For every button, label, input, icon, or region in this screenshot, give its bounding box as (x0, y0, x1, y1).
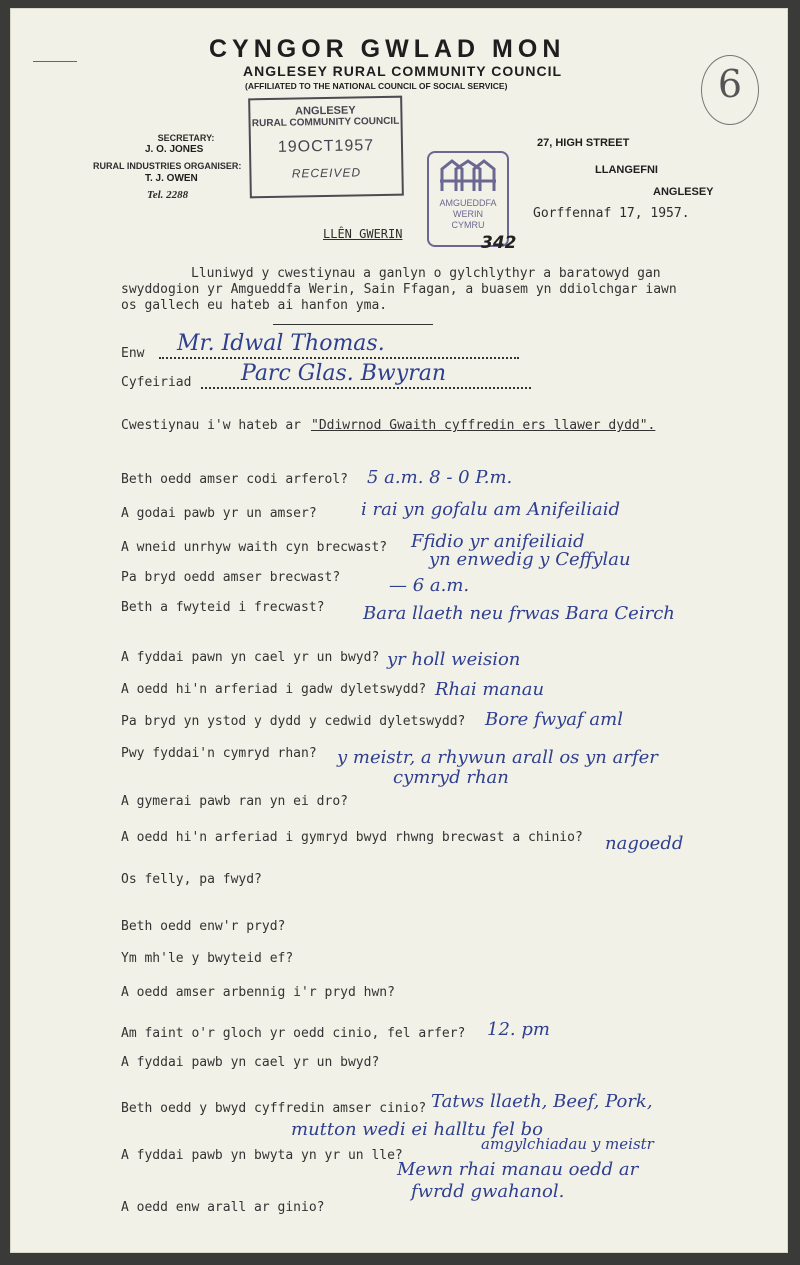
name-dotted-line (159, 357, 519, 359)
answer-18a: Tatws llaeth, Beef, Pork, (431, 1091, 653, 1112)
name-value: Mr. Idwal Thomas. (177, 331, 385, 356)
answer-8: Bore fwyaf aml (485, 709, 623, 730)
answer-1: 5 a.m. 8 - 0 P.m. (367, 467, 513, 488)
answer-19b: fwrdd gwahanol. (411, 1181, 565, 1202)
document-heading: LLÊN GWERIN (323, 227, 403, 241)
page-number-circle (701, 55, 759, 125)
answer-18b: mutton wedi ei halltu fel bo (291, 1119, 544, 1140)
question-10: A gymerai pawb ran yn ei dro? (121, 794, 348, 809)
received-stamp-date: 19OCT1957 (277, 137, 375, 156)
question-3: A wneid unrhyw waith cyn brecwast? (121, 540, 388, 555)
received-stamp (248, 96, 404, 199)
telephone: Tel. 2288 (147, 189, 189, 201)
question-11: A oedd hi'n arferiad i gymryd bwyd rhwng brecwast a chinio? (121, 830, 583, 845)
answer-4: — 6 a.m. (389, 575, 470, 596)
document-page (10, 8, 788, 1253)
question-14: Ym mh'le y bwyteid ef? (121, 951, 294, 966)
question-1: Beth oedd amser codi arferol? (121, 472, 348, 487)
answer-18c: amgylchiadau y meistr (481, 1135, 654, 1153)
question-2: A godai pawb yr un amser? (121, 506, 317, 521)
question-17: A fyddai pawb yn cael yr un bwyd? (121, 1055, 380, 1070)
answer-11: nagoedd (605, 833, 684, 854)
received-stamp-line2: RURAL COMMUNITY COUNCIL (251, 115, 400, 130)
question-18: Beth oedd y bwyd cyffredin amser cinio? (121, 1101, 427, 1116)
answer-3b: yn enwedig y Ceffylau (429, 549, 631, 570)
organiser-label: RURAL INDUSTRIES ORGANISER: (93, 161, 242, 171)
address-line3: ANGLESEY (653, 186, 714, 198)
page-number: 6 (717, 62, 743, 106)
answer-6: yr holl weision (387, 649, 521, 670)
answer-3a: Ffidio yr anifeiliaid (411, 531, 585, 552)
answer-19a: Mewn rhai manau oedd ar (397, 1159, 639, 1180)
intro-line-3: os gallech eu hateb ai hanfon yma. (121, 298, 388, 313)
answer-16: 12. pm (487, 1019, 550, 1040)
letter-date: Gorffennaf 17, 1957. (533, 206, 690, 221)
question-13: Beth oedd enw'r pryd? (121, 919, 286, 934)
answer-9b: cymryd rhan (393, 767, 509, 788)
address-line1: 27, HIGH STREET (537, 137, 630, 149)
castle-icon (438, 159, 498, 193)
question-19: A fyddai pawb yn bwyta yn yr un lle? (121, 1148, 403, 1163)
affiliation: (AFFILIATED TO THE NATIONAL COUNCIL OF SOCIAL SERVICE) (245, 81, 508, 91)
council-subtitle: ANGLESEY RURAL COMMUNITY COUNCIL (243, 63, 563, 79)
punch-mark (33, 61, 77, 62)
received-stamp-line1: ANGLESEY (295, 104, 356, 118)
address-dotted-line (201, 387, 531, 389)
question-8: Pa bryd yn ystod y dydd y cedwid dyletswydd? (121, 714, 466, 729)
answer-2: i rai yn gofalu am Anifeiliaid (361, 499, 621, 520)
museum-stamp-line2: WERIN (453, 209, 483, 219)
address-value: Parc Glas. Bwyran (241, 361, 446, 386)
question-12: Os felly, pa fwyd? (121, 872, 262, 887)
museum-stamp-line3: CYMRU (451, 220, 485, 230)
question-20: A oedd enw arall ar ginio? (121, 1200, 325, 1215)
council-title: CYNGOR GWLAD MON (209, 35, 566, 63)
organiser-name: T. J. OWEN (145, 173, 198, 184)
intro-line-2: swyddogion yr Amgueddfa Werin, Sain Ffagan, a buasem yn ddiolchgar iawn (121, 282, 677, 297)
address-label: Cyfeiriad (121, 375, 192, 390)
question-15: A oedd amser arbennig i'r pryd hwn? (121, 985, 395, 1000)
museum-number: 342 (481, 233, 517, 253)
answer-7: Rhai manau (435, 679, 545, 700)
secretary-name: J. O. JONES (145, 144, 204, 155)
answer-9a: y meistr, a rhywun arall os yn arfer (337, 747, 658, 768)
question-6: A fyddai pawn yn cael yr un bwyd? (121, 650, 380, 665)
topic-prefix: Cwestiynau i'w hateb ar (121, 418, 302, 433)
question-16: Am faint o'r gloch yr oedd cinio, fel arfer? (121, 1026, 466, 1041)
address-line2: LLANGEFNI (595, 164, 658, 176)
question-7: A oedd hi'n arferiad i gadw dyletswydd? (121, 682, 427, 697)
intro-line-1: Lluniwyd y cwestiynau a ganlyn o gylchlythyr a baratowyd gan (191, 266, 661, 281)
topic: "Ddiwrnod Gwaith cyffredin ers llawer dydd". (311, 418, 656, 433)
answer-5: Bara llaeth neu frwas Bara Ceirch (363, 603, 675, 624)
received-stamp-label: RECEIVED (291, 165, 362, 181)
question-4: Pa bryd oedd amser brecwast? (121, 570, 341, 585)
question-9: Pwy fyddai'n cymryd rhan? (121, 746, 317, 761)
museum-stamp-line1: AMGUEDDFA (439, 198, 497, 208)
name-label: Enw (121, 346, 145, 361)
secretary-label: SECRETARY: (157, 133, 215, 143)
question-5: Beth a fwyteid i frecwast? (121, 600, 325, 615)
divider (273, 324, 433, 325)
